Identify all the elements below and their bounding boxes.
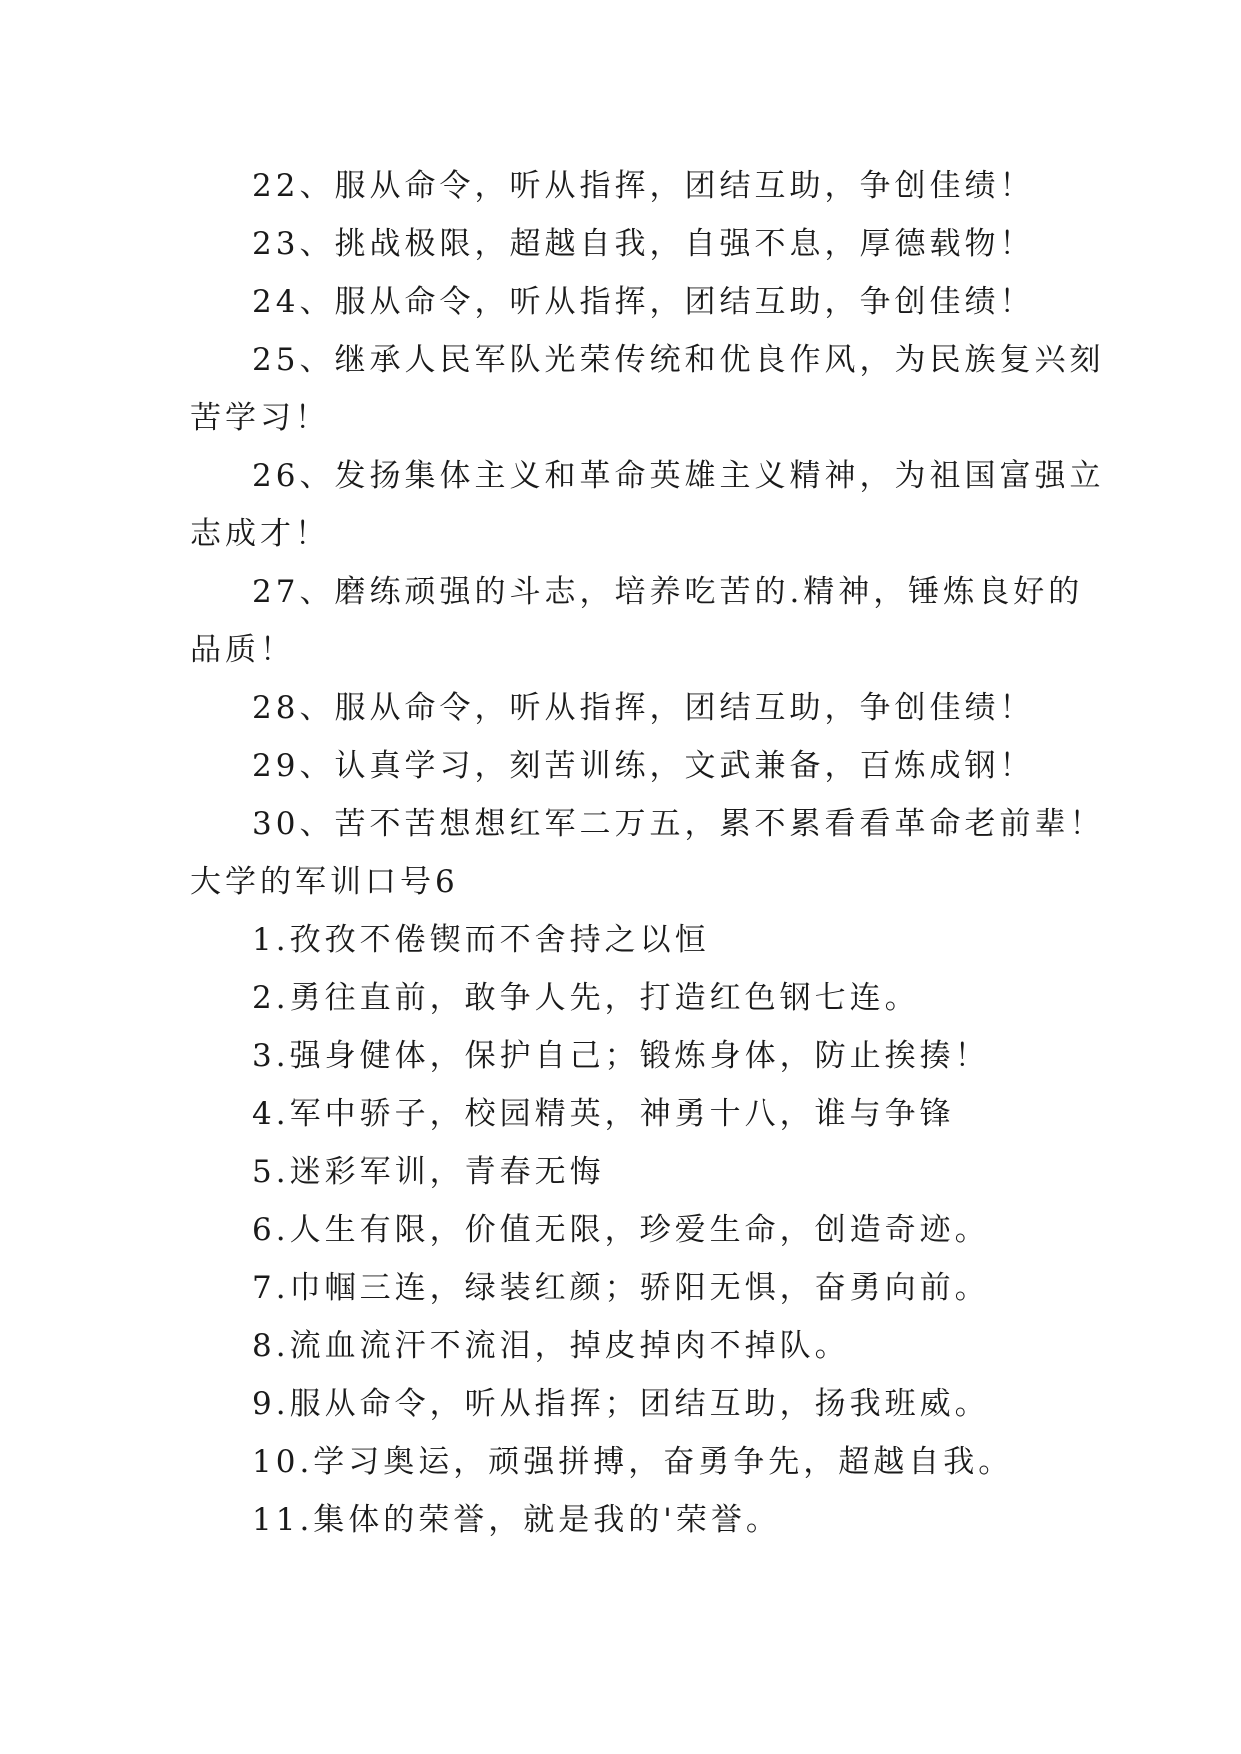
slogan-22: 22、服从命令，听从指挥，团结互助，争创佳绩！ [252,168,1035,204]
item-4: 4.军中骄子，校园精英，神勇十八，谁与争锋 [252,1096,955,1132]
item-10: 10.学习奥运，顽强拼搏，奋勇争先，超越自我。 [252,1444,1014,1480]
slogan-27-line2: 品质！ [190,632,295,668]
item-5: 5.迷彩军训，青春无悔 [252,1154,605,1190]
item-1: 1.孜孜不倦锲而不舍持之以恒 [252,922,710,958]
section-heading: 大学的军训口号6 [190,864,459,900]
item-9: 9.服从命令，听从指挥；团结互助，扬我班威。 [252,1386,990,1422]
slogan-30: 30、苦不苦想想红军二万五，累不累看看革命老前辈！ [252,806,1105,842]
item-2: 2.勇往直前，敢争人先，打造红色钢七连。 [252,980,920,1016]
item-7: 7.巾帼三连，绿装红颜；骄阳无惧，奋勇向前。 [252,1270,990,1306]
slogan-26-line1: 26、发扬集体主义和革命英雄主义精神，为祖国富强立 [252,458,1105,494]
slogan-24: 24、服从命令，听从指挥，团结互助，争创佳绩！ [252,284,1035,320]
slogan-29: 29、认真学习，刻苦训练，文武兼备，百炼成钢！ [252,748,1035,784]
slogan-28: 28、服从命令，听从指挥，团结互助，争创佳绩！ [252,690,1035,726]
item-3: 3.强身健体，保护自己；锻炼身体，防止挨揍！ [252,1038,990,1074]
slogan-27-line1: 27、磨练顽强的斗志，培养吃苦的.精神，锤炼良好的 [252,574,1084,610]
item-6: 6.人生有限，价值无限，珍爱生命，创造奇迹。 [252,1212,990,1248]
slogan-25-line2: 苦学习！ [190,400,330,436]
slogan-26-line2: 志成才！ [190,516,330,552]
slogan-23: 23、挑战极限，超越自我，自强不息，厚德载物！ [252,226,1035,262]
item-8: 8.流血流汗不流泪，掉皮掉肉不掉队。 [252,1328,850,1364]
item-11: 11.集体的荣誉，就是我的'荣誉。 [252,1502,781,1538]
slogan-25-line1: 25、继承人民军队光荣传统和优良作风，为民族复兴刻 [252,342,1105,378]
